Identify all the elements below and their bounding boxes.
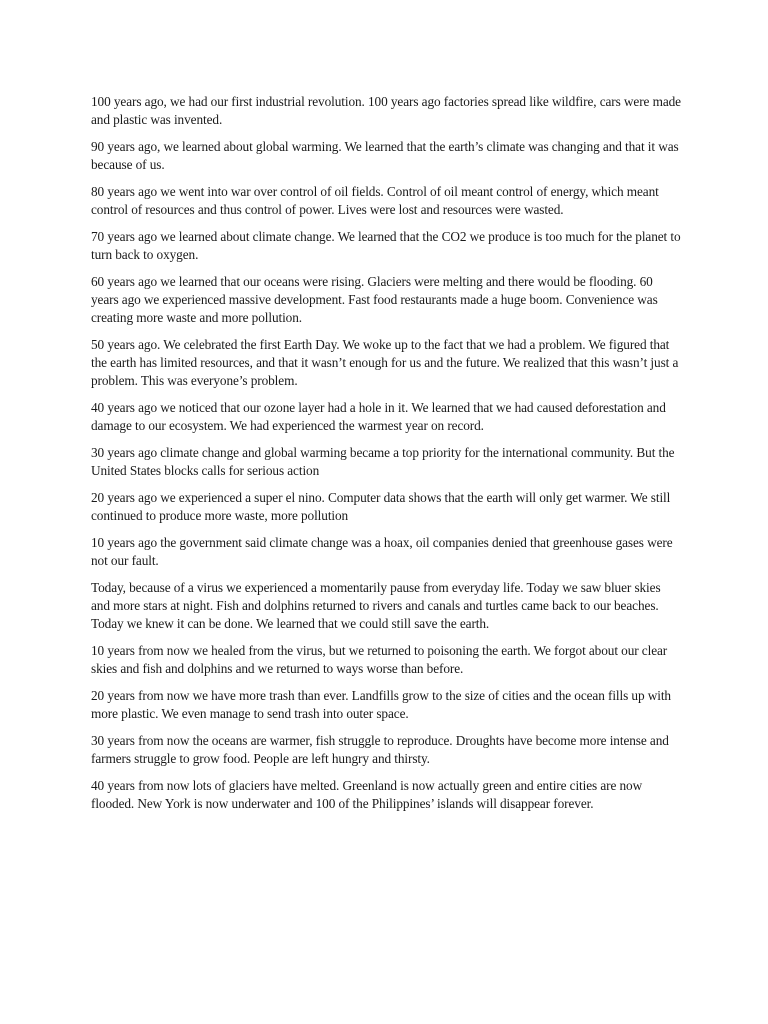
paragraph-60-years-ago: 60 years ago we learned that our oceans were rising. Glaciers were melting and there would be flooding. 60 years ago we experienced massive development. Fast food restaurants made a huge boom. Convenience was creating more waste and more pollution. [91,274,658,325]
paragraph-20-years-from-now: 20 years from now we have more trash than ever. Landfills grow to the size of cities and the ocean fills up with more plastic. We even manage to send trash into outer space. [91,688,671,721]
paragraph-50-years-ago: 50 years ago. We celebrated the first Earth Day. We woke up to the fact that we had a problem. We figured that the earth has limited resources, and that it wasn’t enough for us and the future. We realized that this wasn’t just a problem. This was everyone’s problem. [91,337,679,388]
paragraph-30-years-ago: 30 years ago climate change and global warming became a top priority for the international community. But the United States blocks calls for serious action [91,445,675,478]
paragraph-80-years-ago: 80 years ago we went into war over control of oil fields. Control of oil meant control of energy, which meant control of resources and thus control of power. Lives were lost and resources were wasted. [91,184,659,217]
paragraph-90-years-ago: 90 years ago, we learned about global warming. We learned that the earth’s climate was changing and that it was because of us. [91,139,679,172]
document-body [91,93,681,822]
paragraph-today: Today, because of a virus we experienced a momentarily pause from everyday life. Today we saw bluer skies and more stars at night. Fish and dolphins returned to rivers and canals and turtles came back to our beaches. Today we knew it can be done. We learned that we could still save the earth. [91,580,661,631]
paragraph-40-years-ago: 40 years ago we noticed that our ozone layer had a hole in it. We learned that we had caused deforestation and damage to our ecosystem. We had experienced the warmest year on record. [91,400,666,433]
paragraph-100-years-ago: 100 years ago, we had our first industrial revolution. 100 years ago factories spread like wildfire, cars were made and plastic was invented. [91,94,681,127]
paragraph-30-years-from-now: 30 years from now the oceans are warmer, fish struggle to reproduce. Droughts have become more intense and farmers struggle to grow food. People are left hungry and thirsty. [91,733,669,766]
paragraph-70-years-ago: 70 years ago we learned about climate change. We learned that the CO2 we produce is too much for the planet to turn back to oxygen. [91,229,681,262]
paragraph-40-years-from-now: 40 years from now lots of glaciers have melted. Greenland is now actually green and entire cities are now flooded. New York is now underwater and 100 of the Philippines’ islands will disappear forever. [91,778,643,811]
paragraph-10-years-from-now: 10 years from now we healed from the virus, but we returned to poisoning the earth. We forgot about our clear skies and fish and dolphins and we returned to ways worse than before. [91,643,668,676]
paragraph-10-years-ago: 10 years ago the government said climate change was a hoax, oil companies denied that greenhouse gases were not our fault. [91,535,673,568]
paragraph-20-years-ago: 20 years ago we experienced a super el nino. Computer data shows that the earth will only get warmer. We still continued to produce more waste, more pollution [91,490,671,523]
